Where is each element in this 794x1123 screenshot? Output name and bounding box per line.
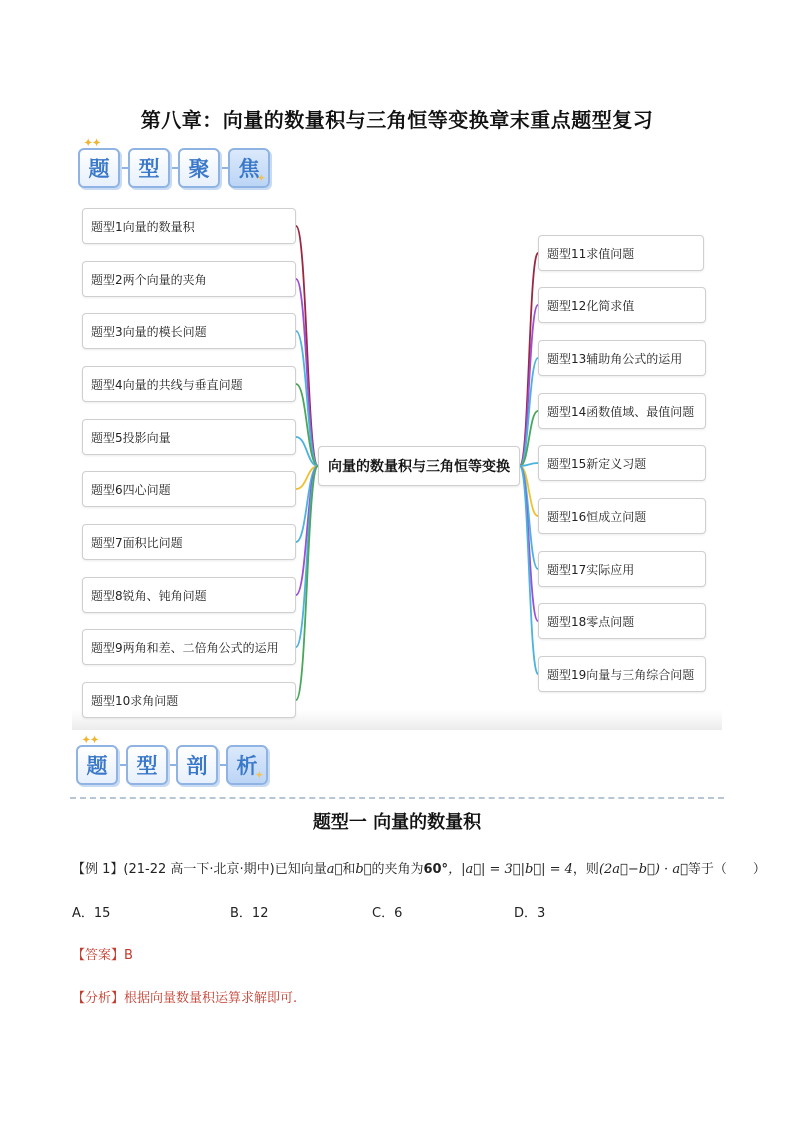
analysis-text: 根据向量数量积运算求解即可. [124,991,298,1006]
sparkle-icon: ✦ [257,174,265,184]
mindmap-node-right: 题型17实际应用 [538,551,706,587]
star-icon: ✦✦ [84,138,101,149]
mindmap-node-right: 题型15新定义习题 [538,445,706,481]
vector-b: b⃗ [355,862,372,877]
answer-line [72,944,133,963]
choice-d[interactable]: D．3 [514,906,546,921]
banner-connector [218,764,226,766]
mindmap-node-left: 题型3向量的模长问题 [82,313,296,349]
question-text: ，则 [572,862,599,877]
sparkle-icon: ✦ [255,771,263,781]
banner-char: 焦 ✦ [228,148,270,188]
mindmap-node-left: 题型4向量的共线与垂直问题 [82,366,296,402]
question-text: 和 [342,862,356,877]
example-label: 【例 1】 [72,862,124,877]
question-text: 等于（ ） [687,862,766,877]
answer-label: 【答案】 [72,948,125,963]
mindmap-node-right: 题型19向量与三角综合问题 [538,656,706,692]
mindmap-node-right: 题型16恒成立问题 [538,498,706,534]
question-text: 的夹角为 [371,862,424,877]
banner-connector [220,167,228,169]
mindmap-node-left: 题型10求角问题 [82,682,296,718]
mindmap-node-right: 题型18零点问题 [538,603,706,639]
banner-char: 型 [126,745,168,785]
mindmap-node-left: 题型8锐角、钝角问题 [82,577,296,613]
mindmap-node-right: 题型12化简求值 [538,287,706,323]
banner-char: ✦✦ 题 [76,745,118,785]
banner-char: 析 ✦ [226,745,268,785]
banner-focus [78,138,270,188]
section-title: 题型一 向量的数量积 [312,812,482,833]
choice-c[interactable]: C．6 [372,906,403,921]
condition-b: |b⃗| = 4 [520,862,573,877]
banner-connector [168,764,176,766]
page-title: 第八章：向量的数量积与三角恒等变换章末重点题型复习 [140,108,654,132]
expression: (2a⃗−b⃗) · a⃗ [598,862,688,877]
mindmap-node-right: 题型14函数值域、最值问题 [538,393,706,429]
banner-connector [170,167,178,169]
star-icon: ✦✦ [82,735,99,746]
banner-char: 剖 [176,745,218,785]
condition-a: ，|a⃗| = 3， [448,862,521,877]
mindmap-node-left: 题型6四心问题 [82,471,296,507]
vector-a: a⃗ [326,862,343,877]
banner-char: 型 [128,148,170,188]
answer-value: B [124,948,133,963]
banner-connector [118,764,126,766]
analysis-line [72,987,297,1006]
banner-char: ✦✦ 题 [78,148,120,188]
banner-connector [120,167,128,169]
section-divider [70,797,724,799]
mindmap-node-left: 题型5投影向量 [82,419,296,455]
question-text: 已知向量 [274,862,327,877]
analysis-label: 【分析】 [72,991,125,1006]
mindmap-node-left: 题型1向量的数量积 [82,208,296,244]
example-question [72,858,766,877]
mindmap-node-right: 题型13辅助角公式的运用 [538,340,706,376]
mindmap-center-node: 向量的数量积与三角恒等变换 [318,446,520,486]
choice-a[interactable]: A．15 [72,906,111,921]
banner-char: 聚 [178,148,220,188]
banner-analysis [76,735,268,785]
mindmap-node-left: 题型9两角和差、二倍角公式的运用 [82,629,296,665]
example-source: (21-22 高一下·北京·期中) [123,862,275,877]
mindmap-node-right: 题型11求值问题 [538,235,704,271]
angle-value: 60° [423,862,449,877]
mindmap-node-left: 题型2两个向量的夹角 [82,261,296,297]
mindmap-node-left: 题型7面积比问题 [82,524,296,560]
choice-b[interactable]: B．12 [230,906,269,921]
